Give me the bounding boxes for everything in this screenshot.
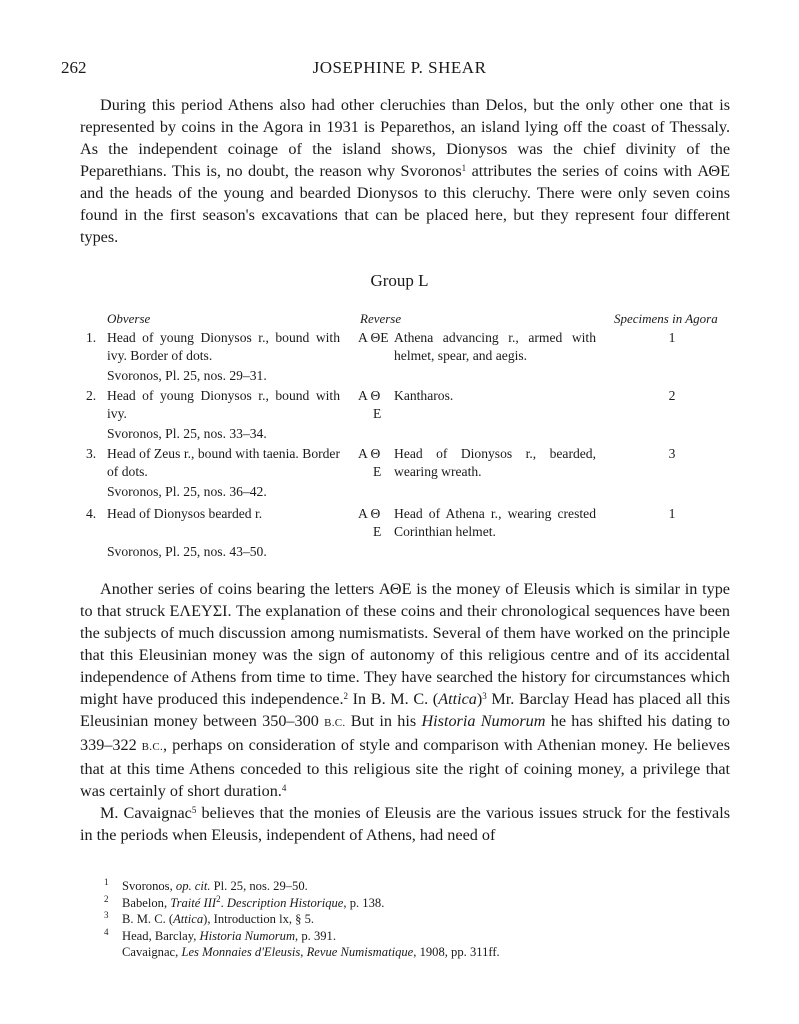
reverse-description: Head of Dionysos r., bearded, wearing wreath. [394,446,596,479]
row-number: 1. [86,330,97,345]
reference: Svoronos, Pl. 25, nos. 36–42. [107,484,267,499]
footnotes [104,878,704,961]
row-number: 3. [86,446,97,461]
reverse-description: Head of Athena r., wearing crested Corinthian helmet. [394,506,596,539]
specimen-count: 1 [668,330,676,345]
footnote-ref: 5 [191,805,197,815]
footnote: $^2$ Babelon, Traité III$^2$. Description Historique, p. 138. [104,893,385,910]
obverse-description: Head of young Dionysos r., bound with ivy. Svoronos, Pl. 25, nos. 33–34. [107,388,340,441]
column-header-obverse: Obverse [107,311,151,326]
specimen-count: 3 [668,446,676,461]
footnote-ref: 3 [482,691,487,701]
reverse-description: Kantharos. [394,388,454,403]
paragraph-peparethos: During this period Athens also had other cleruchies than Delos, but the only other one that is represented by coins in the Agora in 1931 is Peparethos, an island lying off the coast of Thessaly. As the independent coinage of the island shows, Dionysos was the chief divinity of the Peparethians. This is, no doubt, the reason why Svoronos$^1$ attributes the series of coins with ΑΘΕ and the heads of the young and bearded Dionysos to this cleruchy. There were only seven coins found in the first season's excavations that can be placed here, but they represent four different types. [80,96,730,246]
page-number: 262 [61,58,87,77]
reverse-letters: Α Θ Ε [358,506,382,539]
reverse-letters: Α Θ Ε [358,446,382,479]
group-heading: Group L [370,271,429,290]
reference: Svoronos, Pl. 25, nos. 33–34. [107,426,267,441]
obverse-description: Head of Dionysos bearded r. Svoronos, Pl. 25, nos. 43–50. [107,505,340,561]
paragraph-eleusis: Another series of coins bearing the letters ΑΘΕ is the money of Eleusis which is similar in type to that struck ΕΛΕΥΣΙ. The explanation of these coins and their chronological sequences have been the subjects of much discussion among numismatists. Several of them have worked on the principle that this Eleusinian money was the sign of autonomy of this religious centre and of its accidental independence of Athens from time to time. They have searched the history for circumstances which might have produced this independence.$^2$ In B. M. C. (Attica)$^3$ Mr. Barclay Head has placed all this Eleusinian money between 350–300 B.C. But in his Historia Numorum he has shifted his dating to 339–322 B.C., perhaps on consideration of style and comparison with Athenian money. He believes that at this time Athens conceded to this religious site the right of coining money, a privilege that was certainly of short duration.$^4$ M. Cavaignac$^5$ believes that the monies of Eleusis are the various issues struck for the festivals in the periods when Eleusis, independent of Athens, had need of [80,580,731,844]
running-title: JOSEPHINE P. SHEAR [312,58,487,77]
reference: Svoronos, Pl. 25, nos. 43–50. [107,544,267,559]
reverse-description: Athena advancing r., armed with helmet, spear, and aegis. [394,330,596,363]
footnote: $^1$ Svoronos, op. cit. Pl. 25, nos. 29–50. [104,877,308,893]
obverse-description: Head of young Dionysos r., bound with ivy. Border of dots. Svoronos, Pl. 25, nos. 29–31. [107,330,340,383]
footnote-ref: 2 [343,691,349,701]
row-number: 2. [86,388,97,403]
column-header-reverse: Reverse [360,311,402,326]
footnote: $^3$ B. M. C. (Attica), Introduction lx, § 5. [104,910,315,926]
reverse-letters: Α Θ Ε [358,388,382,421]
footnote: Cavaignac, Les Monnaies d'Eleusis, Revue Numismatique, 1908, pp. 311ff. [122,945,500,959]
footnote-ref: 4 [281,783,287,793]
footnote: $^4$ Head, Barclay, Historia Numorum, p. 391. [104,926,336,943]
reverse-letters: Α ΘΕ [358,330,389,345]
row-number: 4. [86,506,97,521]
column-header-specimens: Specimens in Agora [614,311,718,326]
specimen-count: 2 [668,388,676,403]
reference: Svoronos, Pl. 25, nos. 29–31. [107,368,267,383]
obverse-description: Head of Zeus r., bound with taenia. Border of dots. Svoronos, Pl. 25, nos. 36–42. [107,446,340,499]
footnote-ref: 1 [461,163,467,173]
specimen-count: 1 [668,506,676,521]
